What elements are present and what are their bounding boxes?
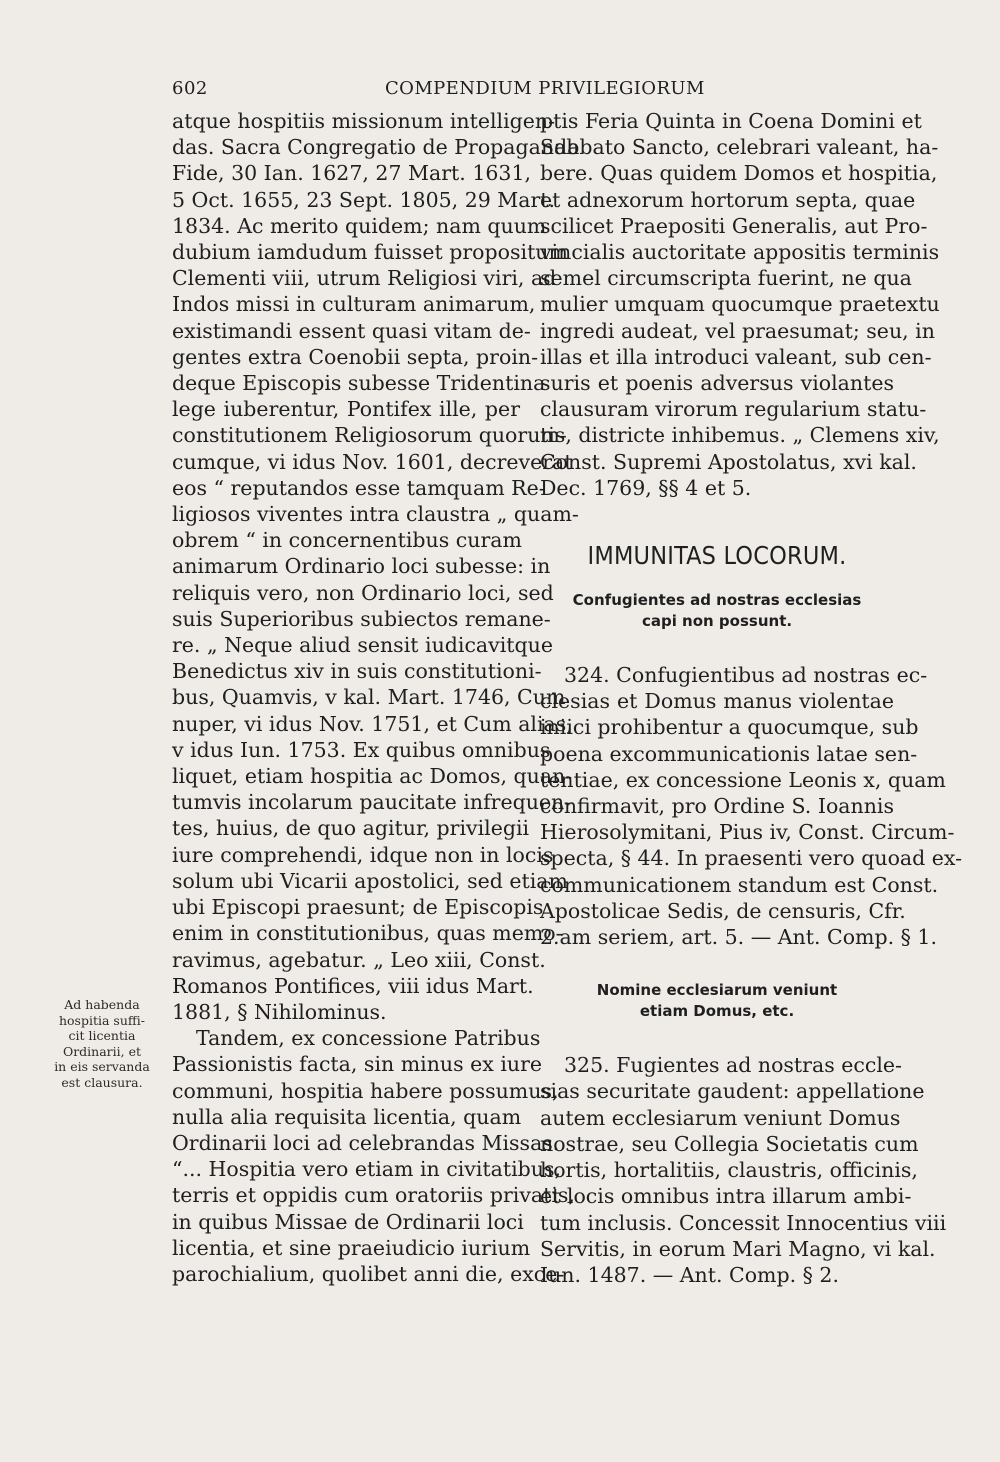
text-line: et adnexorum hortorum septa, quae <box>540 187 916 212</box>
text-line: scilicet Praepositi Generalis, aut Pro- <box>540 213 928 238</box>
subheading-nomine-ecclesiarum <box>540 980 894 1022</box>
text-line: tes, huius, de quo agitur, privilegii <box>172 816 530 841</box>
text-line: constitutionem Religiosorum quorum- <box>172 423 567 448</box>
text-line: reliquis vero, non Ordinario loci, sed <box>172 580 554 605</box>
paragraph-325 <box>540 1052 947 1288</box>
text-line: 5 Oct. 1655, 23 Sept. 1805, 29 Mart. <box>172 187 556 212</box>
margin-note-line: in eis servanda <box>54 1059 150 1074</box>
text-line: 1834. Ac merito quidem; nam quum <box>172 213 547 238</box>
text-line: 1881, § Nihilominus. <box>172 999 387 1024</box>
text-line: nulla alia requisita licentia, quam <box>172 1104 522 1129</box>
text-line: tentiae, ex concessione Leonis x, quam <box>540 767 946 792</box>
subheading-line: etiam Domus, etc. <box>639 1002 795 1021</box>
text-line: 324. Confugientibus ad nostras ec- <box>564 663 928 688</box>
text-line: bus, Quamvis, v kal. Mart. 1746, Cum <box>172 685 566 710</box>
text-line: das. Sacra Congregatio de Propaganda <box>172 135 580 160</box>
right-column-top-text <box>540 108 940 501</box>
subheading-line: Nomine ecclesiarum veniunt <box>596 981 838 1000</box>
text-line: terris et oppidis cum oratoriis privatis, <box>172 1183 575 1208</box>
text-line: nuper, vi idus Nov. 1751, et Cum alias, <box>172 711 573 736</box>
text-line: communicationem standum est Const. <box>540 872 939 897</box>
text-line: et locis omnibus intra illarum ambi- <box>540 1184 912 1209</box>
text-line: Ordinarii loci ad celebrandas Missas. <box>172 1130 560 1155</box>
text-line: Tandem, ex concessione Patribus <box>196 1026 541 1051</box>
text-line: tis, districte inhibemus. „ Clemens xiv, <box>540 423 940 448</box>
text-line: autem ecclesiarum veniunt Domus <box>540 1105 901 1130</box>
margin-note-line: cit licentia <box>68 1028 136 1043</box>
text-line: 325. Fugientes ad nostras eccle- <box>564 1053 902 1078</box>
text-line: solum ubi Vicarii apostolici, sed etiam <box>172 868 568 893</box>
text-line: Apostolicae Sedis, de censuris, Cfr. <box>540 898 906 923</box>
text-line: Dec. 1769, §§ 4 et 5. <box>540 475 752 500</box>
text-line: iure comprehendi, idque non in locis <box>172 842 554 867</box>
text-line: deque Episcopis subesse Tridentina <box>172 371 546 396</box>
text-line: in quibus Missae de Ordinarii loci <box>172 1209 524 1234</box>
margin-note-line: Ad habenda <box>64 997 140 1012</box>
subheading-line: capi non possunt. <box>641 612 793 631</box>
text-line: mulier umquam quocumque praetextu <box>540 292 940 317</box>
text-line: clausuram virorum regularium statu- <box>540 397 927 422</box>
text-line: Benedictus xiv in suis constitutioni- <box>172 659 542 684</box>
margin-note-line: est clausura. <box>61 1074 143 1090</box>
left-column <box>172 108 580 1287</box>
text-line: sias securitate gaudent: appellatione <box>540 1079 925 1104</box>
subheading-confugientes <box>540 590 894 632</box>
text-line: lege iuberentur, Pontifex ille, per <box>172 397 520 422</box>
text-line: Indos missi in culturam animarum, <box>172 292 536 317</box>
text-line: Fide, 30 Ian. 1627, 27 Mart. 1631, <box>172 161 532 186</box>
text-line: parochialium, quolibet anni die, exce- <box>172 1261 565 1286</box>
text-line: atque hospitiis missionum intelligen- <box>172 109 556 133</box>
text-line: obrem “ in concernentibus curam <box>172 528 522 553</box>
text-line: gentes extra Coenobii septa, proin- <box>172 344 539 369</box>
text-line: Const. Supremi Apostolatus, xvi kal. <box>540 449 917 474</box>
text-line: v idus Iun. 1753. Ex quibus omnibus <box>172 737 551 762</box>
text-line: eos “ reputandos esse tamquam Re- <box>172 475 546 500</box>
text-line: “... Hospitia vero etiam in civitatibus, <box>172 1157 562 1182</box>
text-line: specta, § 44. In praesenti vero quoad ex- <box>540 846 963 871</box>
text-line: confirmavit, pro Ordine S. Ioannis <box>540 794 894 819</box>
text-line: ligiosos viventes intra claustra „ quam- <box>172 502 579 527</box>
text-line: Clementi viii, utrum Religiosi viri, ad <box>172 266 557 291</box>
section-title: IMMUNITAS LOCORUM. <box>587 541 847 571</box>
text-line: semel circumscripta fuerint, ne qua <box>540 266 912 291</box>
text-line: ingredi audeat, vel praesumat; seu, in <box>540 318 935 343</box>
text-line: hortis, hortalitiis, claustris, officinis, <box>540 1158 918 1183</box>
text-line: re. „ Neque aliud sensit iudicavitque <box>172 633 553 658</box>
margin-note-line: Ordinarii, et <box>62 1043 142 1059</box>
text-line: 2.am seriem, art. 5. — Ant. Comp. § 1. <box>540 925 937 950</box>
text-line: liquet, etiam hospitia ac Domos, quan- <box>172 764 573 789</box>
text-line: poena excommunicationis latae sen- <box>540 741 918 766</box>
text-line: cumque, vi idus Nov. 1601, decreverat <box>172 449 573 474</box>
text-line: vincialis auctoritate appositis terminis <box>540 240 940 265</box>
paragraph-324 <box>540 662 963 950</box>
margin-note <box>52 997 152 1090</box>
text-line: tumvis incolarum paucitate infrequen- <box>172 790 572 815</box>
running-title: COMPENDIUM PRIVILEGIORUM <box>385 78 705 99</box>
text-line: bere. Quas quidem Domos et hospitia, <box>540 161 938 186</box>
subheading-line: Confugientes ad nostras ecclesias <box>572 591 862 610</box>
text-line: ptis Feria Quinta in Coena Domini et <box>540 109 922 133</box>
text-line: ravimus, agebatur. „ Leo xiii, Const. <box>172 947 546 972</box>
text-line: clesias et Domus manus violentae <box>540 689 894 714</box>
text-line: communi, hospitia habere possumus, <box>172 1078 559 1103</box>
text-line: existimandi essent quasi vitam de- <box>172 318 531 343</box>
right-column <box>540 108 963 1288</box>
text-line: suris et poenis adversus violantes <box>540 371 894 396</box>
text-line: licentia, et sine praeiudicio iurium <box>172 1235 531 1260</box>
text-line: animarum Ordinario loci subesse: in <box>172 554 551 579</box>
text-line: enim in constitutionibus, quas memo- <box>172 921 563 946</box>
text-line: ubi Episcopi praesunt; de Episcopis <box>172 895 544 920</box>
text-line: iniici prohibentur a quocumque, sub <box>540 715 919 740</box>
page-number: 602 <box>172 78 208 99</box>
text-line: Hierosolymitani, Pius iv, Const. Circum- <box>540 820 955 845</box>
margin-note-line: hospitia suffi- <box>58 1012 145 1028</box>
text-line: Romanos Pontifices, viii idus Mart. <box>172 973 534 998</box>
text-line: Passionistis facta, sin minus ex iure <box>172 1052 543 1077</box>
text-line: Sabbato Sancto, celebrari valeant, ha- <box>540 135 939 160</box>
text-line: dubium iamdudum fuisset propositum <box>172 240 568 265</box>
text-line: suis Superioribus subiectos remane- <box>172 606 551 631</box>
text-line: Iun. 1487. — Ant. Comp. § 2. <box>540 1262 839 1287</box>
text-line: nostrae, seu Collegia Societatis cum <box>540 1131 919 1156</box>
text-line: Servitis, in eorum Mari Magno, vi kal. <box>540 1236 936 1261</box>
text-line: illas et illa introduci valeant, sub cen- <box>540 344 932 369</box>
text-line: tum inclusis. Concessit Innocentius viii <box>540 1210 947 1235</box>
